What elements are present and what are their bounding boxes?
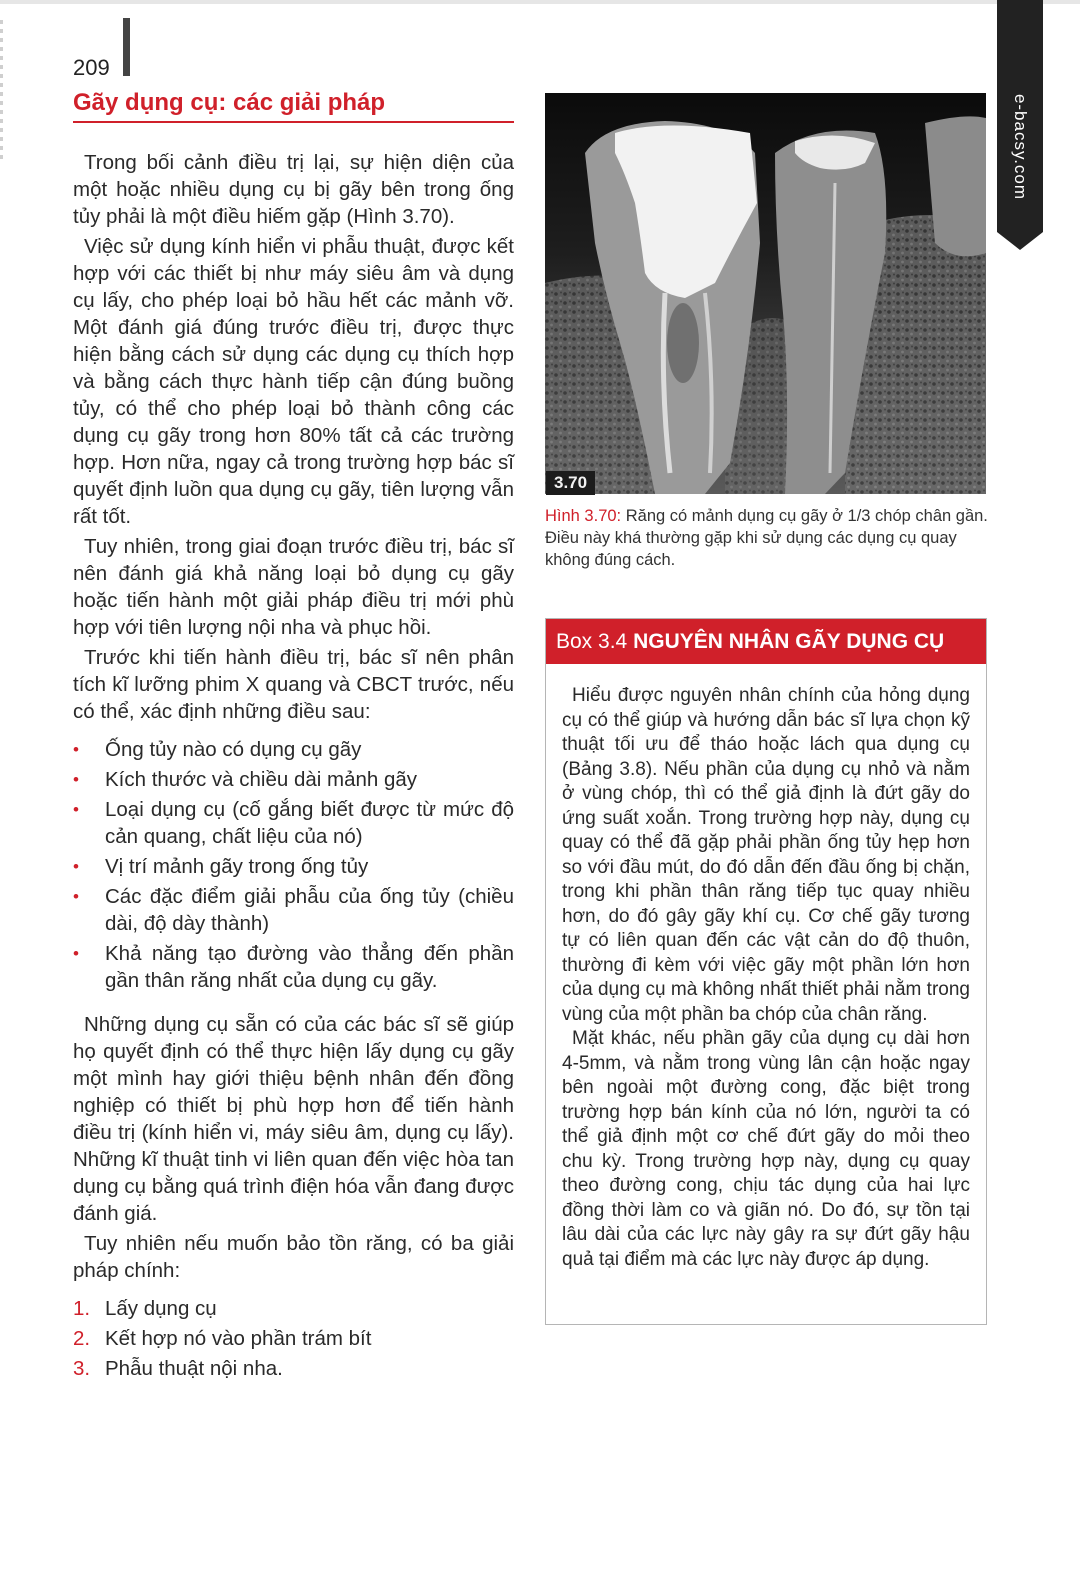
bullet-icon: • <box>73 887 79 906</box>
list-item-text: Các đặc điểm giải phẫu của ống tủy (chiều dài, độ dày thành) <box>105 885 514 935</box>
left-column <box>73 149 514 1382</box>
side-tab-text: e-bacsy.com <box>1011 93 1030 201</box>
page-number-bar <box>123 18 130 76</box>
bullet-icon: • <box>73 740 79 759</box>
paragraph: Việc sử dụng kính hiển vi phẫu thuật, được kết hợp với các thiết bị như máy siêu âm và dụng cụ lấy, cho phép loại bỏ hầu hết các mảnh vỡ. Một đánh giá đúng trước điều trị, được thực hiện bằng cách sử dụng các dụng cụ thích hợp và bằng cách thực hành tiếp cận đúng buồng tủy, có thể cho phép loại bỏ thành công các dụng cụ gãy trong hơn 80% tất cả các trường hợp. Hơn nữa, ngay cả trong trường hợp bác sĩ quyết định luồn qua dụng cụ gãy, tiên lượng vẫn rất tốt. <box>73 235 514 528</box>
list-item-text: Khả năng tạo đường vào thẳng đến phần gần thân răng nhất của dụng cụ gãy. <box>105 942 514 992</box>
bullet-icon: • <box>73 800 79 819</box>
list-item <box>73 736 514 763</box>
numbered-list <box>73 1295 514 1382</box>
list-item-text: Lấy dụng cụ <box>105 1297 217 1320</box>
box-body <box>546 664 986 1272</box>
box-paragraph: Mặt khác, nếu phần gãy của dụng cụ dài hơn 4-5mm, và nằm trong vùng lân cận hoặc ngay bên ngoài một đường cong, đặc biệt trong trường hợp bán kính của nó lớn, người ta có thể giả định một cơ chế đứt gãy do mỏi theo chu kỳ. Trong trường hợp này, dụng cụ quay theo đường cong, chịu tác dụng của hai lực đồng thời làm co và giãn nó. Do đó, sự tồn tại lâu dài của các lực này gây ra sự đứt gãy hậu quả tại điểm mà các lực này được áp dụng. <box>562 1028 970 1270</box>
list-item <box>73 1295 514 1322</box>
caption-text: Răng có mảnh dụng cụ gãy ở 1/3 chóp chân gần. Điều này khá thường gặp khi sử dụng các dụng cụ quay không đúng cách. <box>545 507 988 569</box>
list-item <box>73 883 514 937</box>
list-item-text: Phẫu thuật nội nha. <box>105 1357 283 1380</box>
list-number: 2. <box>73 1327 91 1350</box>
top-edge-line <box>0 0 1080 4</box>
list-number: 1. <box>73 1297 91 1320</box>
caption-prefix: Hình 3.70: <box>545 507 622 525</box>
list-item <box>73 796 514 850</box>
list-item-text: Kích thước và chiều dài mảnh gãy <box>105 768 418 791</box>
page-number: 209 <box>73 55 110 80</box>
section-title: Gãy dụng cụ: các giải pháp <box>73 89 386 116</box>
info-box <box>545 618 987 1325</box>
list-item <box>73 1355 514 1382</box>
figure-caption <box>545 505 990 571</box>
list-number: 3. <box>73 1357 91 1380</box>
paragraph: Trước khi tiến hành điều trị, bác sĩ nên phân tích kĩ lưỡng phim X quang và CBCT trước, nếu có thể, xác định những điều sau: <box>73 646 514 723</box>
xray-figure <box>545 93 986 494</box>
figure-label: 3.70 <box>546 471 595 495</box>
bullet-list <box>73 736 514 994</box>
paragraph: Tuy nhiên nếu muốn bảo tồn răng, có ba giải pháp chính: <box>73 1232 514 1282</box>
list-item <box>73 1325 514 1352</box>
binding-edge-marks <box>0 20 3 160</box>
box-number: Box 3.4 <box>556 630 628 653</box>
list-item-text: Kết hợp nó vào phần trám bít <box>105 1327 372 1350</box>
box-title: NGUYÊN NHÂN GÃY DỤNG CỤ <box>633 630 945 653</box>
bullet-icon: • <box>73 857 79 876</box>
list-item-text: Ống tủy nào có dụng cụ gãy <box>105 738 362 761</box>
list-item-text: Loại dụng cụ (cố gắng biết được từ mức độ cản quang, chất liệu của nó) <box>105 798 514 848</box>
bullet-icon: • <box>73 944 79 963</box>
box-header <box>546 619 986 664</box>
paragraph: Tuy nhiên, trong giai đoạn trước điều trị, bác sĩ nên đánh giá khả năng loại bỏ dụng cụ gãy hoặc tiến hành một giải pháp điều trị mới phù hợp với tiên lượng nội nha và phục hồi. <box>73 535 514 639</box>
list-item <box>73 766 514 793</box>
bullet-icon: • <box>73 770 79 789</box>
box-paragraph: Hiểu được nguyên nhân chính của hỏng dụng cụ có thể giúp và hướng dẫn bác sĩ lựa chọn kỹ thuật tối ưu để tháo hoặc lách qua dụng cụ (Bảng 3.8). Nếu phần của dụng cụ nhỏ và nằm ở vùng chóp, thì có thể giả định là đứt gãy do ứng suất xoắn. Trong trường hợp này, dụng cụ quay có thể đã gặp phải phần ống tủy hẹp hơn so với đầu mút, do đó dẫn đến đầu ống bị chặn, trong khi phần thân răng tiếp tục quay nhiều hơn, do đó gây gãy khí cụ. Cơ chế gãy tương tự có liên quan đến các vật cản do độ thuôn, thường đi kèm với việc gãy một phần lớn hơn của dụng cụ mà không nhất thiết phải nằm trong vùng của một phần ba chóp của chân răng. <box>562 685 970 1025</box>
title-underline <box>73 121 514 123</box>
xray-image <box>545 93 986 494</box>
paragraph: Những dụng cụ sẵn có của các bác sĩ sẽ giúp họ quyết định có thể thực hiện lấy dụng cụ gãy một mình hay giới thiệu bệnh nhân đến đồng nghiệp có thiết bị phù hợp hơn để tiến hành điều trị (kính hiển vi, máy siêu âm, dụng cụ lấy). Những kĩ thuật tinh vi liên quan đến việc hòa tan dụng cụ bằng quá trình điện hóa vẫn đang được đánh giá. <box>73 1013 514 1225</box>
paragraph: Trong bối cảnh điều trị lại, sự hiện diện của một hoặc nhiều dụng cụ bị gãy bên trong ống tủy phải là một điều hiếm gặp (Hình 3.70). <box>73 151 514 228</box>
list-item <box>73 853 514 880</box>
list-item <box>73 940 514 994</box>
list-item-text: Vị trí mảnh gãy trong ống tủy <box>105 855 369 878</box>
